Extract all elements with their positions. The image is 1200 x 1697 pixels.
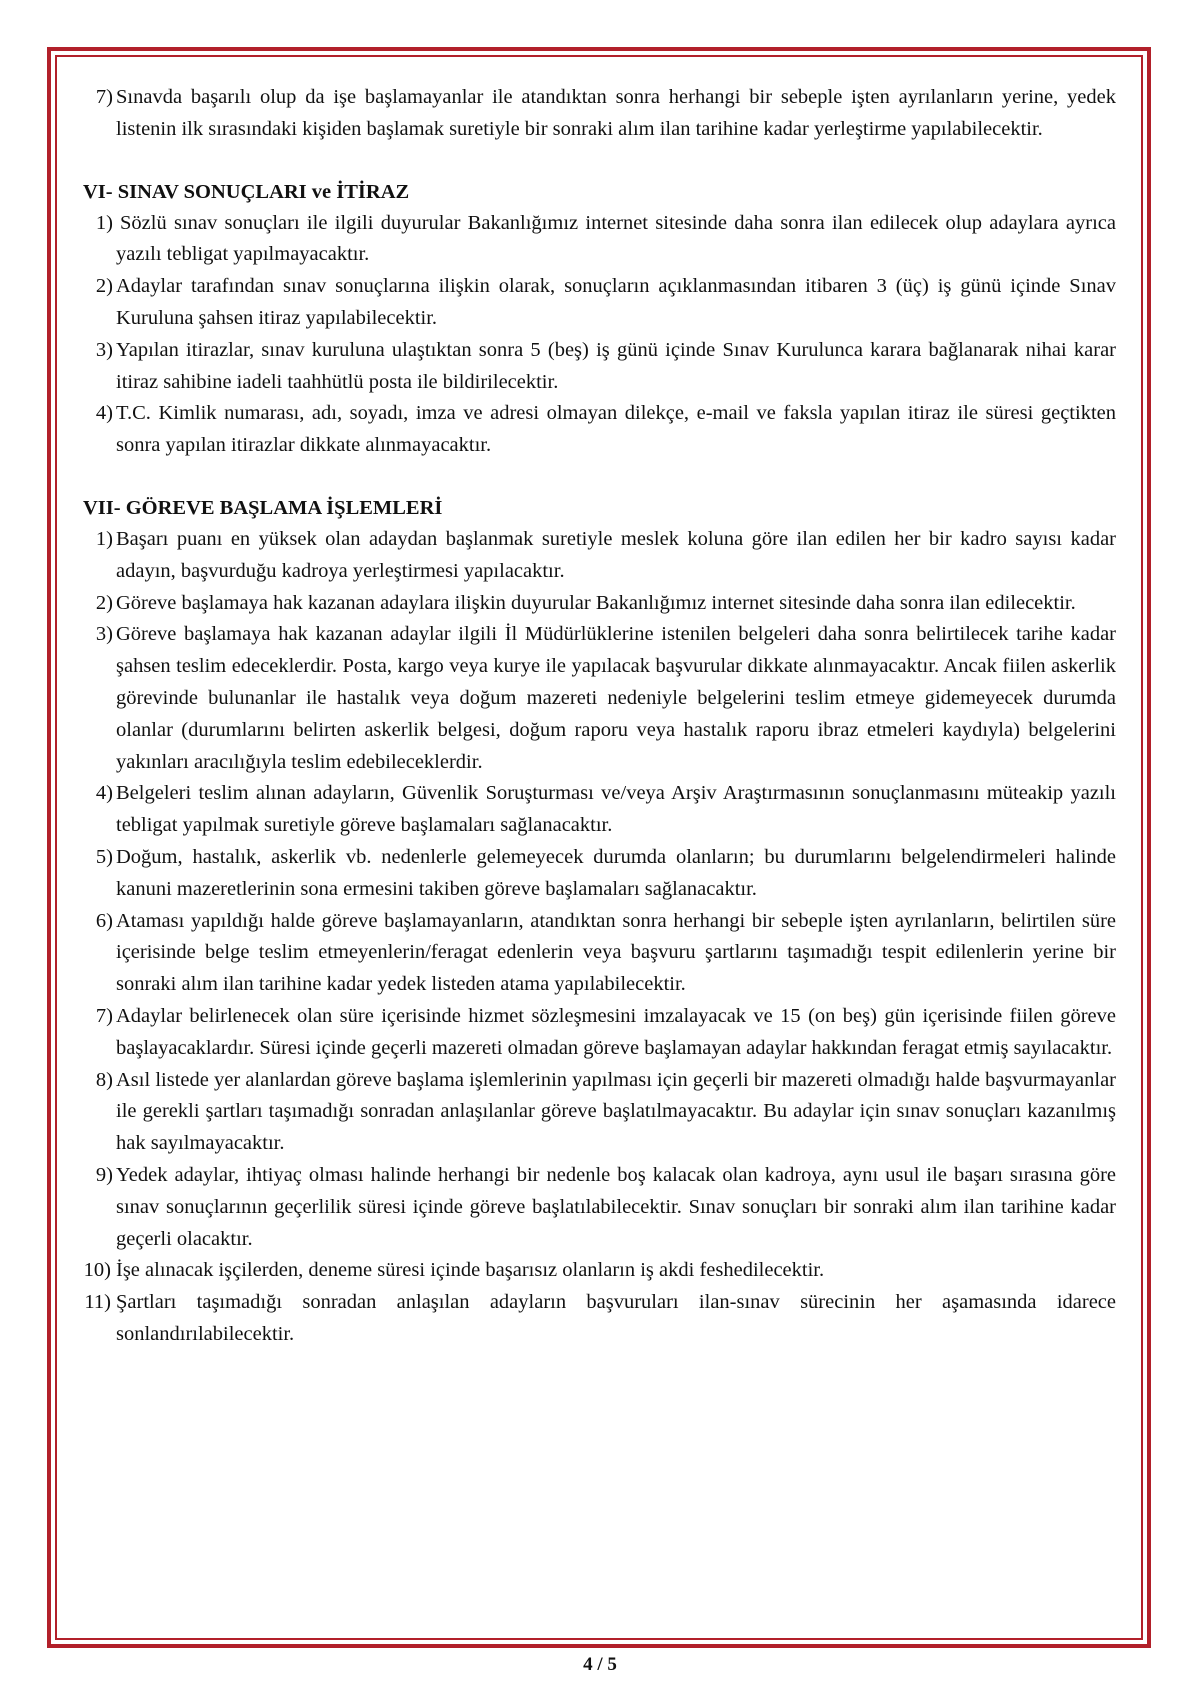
list-item xyxy=(83,778,1116,842)
list-item xyxy=(83,619,1116,778)
section-heading-vi: VI- SINAV SONUÇLARI ve İTİRAZ xyxy=(83,180,410,203)
item-text: Başarı puanı en yüksek olan adaydan başlanmak suretiyle meslek koluna göre ilan edilen her bir kadro sayısı kadar adayın, başvurduğu kadroya yerleştirmesi yapılacaktır. xyxy=(116,527,1116,582)
list-item xyxy=(83,524,1116,588)
item-number: 4) xyxy=(95,402,113,425)
item-text: Yedek adaylar, ihtiyaç olması halinde herhangi bir nedenle boş kalacak olan kadroya, aynı usul ile başarı sırasına göre sınav sonuçlarının geçerlilik süresi içinde göreve başlatılabilecektir. Sınav sonuçları bir sonraki alım ilan tarihine kadar geçerli olacaktır. xyxy=(116,1163,1116,1250)
list-item xyxy=(83,398,1116,462)
list-item xyxy=(83,588,1116,620)
list-item xyxy=(83,208,1116,272)
item-text: Belgeleri teslim alınan adayların, Güvenlik Soruşturması ve/veya Arşiv Araştırmasının sonuçlanmasını müteakip yazılı tebligat yapılmak suretiyle göreve başlamaları sağlanacaktır. xyxy=(116,782,1116,837)
list-item xyxy=(83,1065,1116,1160)
item-text: Adaylar belirlenecek olan süre içerisinde hizmet sözleşmesini imzalayacak ve 15 (on beş) gün içerisinde fiilen göreve başlayacaklardır. Süresi içinde geçerli mazereti olmadan göreve başlamayan adaylar hakkından feragat etmiş sayılacaktır. xyxy=(116,1004,1116,1059)
list-item xyxy=(83,82,1116,146)
item-text: Yapılan itirazlar, sınav kuruluna ulaştıktan sonra 5 (beş) iş günü içinde Sınav Kurulunca karara bağlanarak nihai karar itiraz sahibine iadeli taahhütlü posta ile bildirilecektir. xyxy=(116,338,1116,393)
item-number: 3) xyxy=(95,623,113,646)
item-text: Doğum, hastalık, askerlik vb. nedenlerle gelemeyecek durumda olanların; bu durumlarını belgelendirmeleri halinde kanuni mazeretlerinin sona ermesini takiben göreve başlamaları sağlanacaktır. xyxy=(116,845,1116,900)
list-item xyxy=(83,1001,1116,1065)
item-text: Asıl listede yer alanlardan göreve başlama işlemlerinin yapılması için geçerli bir mazereti olmadığı halde başvurmayanlar ile gerekli şartları taşımadığı sonradan anlaşılanlar göreve başlatılmayacaktır. Bu adaylar için sınav sonuçları kazanılmış hak sayılmayacaktır. xyxy=(116,1068,1116,1155)
item-text: Sınavda başarılı olup da işe başlamayanlar ile atandıktan sonra herhangi bir sebeple işten ayrılanların yerine, yedek listenin ilk sırasındaki kişiden başlamak suretiyle bir sonraki alım ilan tarihine kadar yerleştirme yapılabilecektir. xyxy=(116,86,1116,140)
item-number: 4) xyxy=(95,782,113,805)
item-text: Şartları taşımadığı sonradan anlaşılan adayların başvuruları ilan-sınav sürecinin her aşamasında idarece sonlandırılabilecektir. xyxy=(116,1291,1116,1345)
item-text: İşe alınacak işçilerden, deneme süresi içinde başarısız olanların iş akdi feshedilecektir. xyxy=(116,1259,825,1282)
section-heading-vii: VII- GÖREVE BAŞLAMA İŞLEMLERİ xyxy=(83,496,443,519)
list-item xyxy=(83,906,1116,1001)
item-number: 1) xyxy=(95,527,113,550)
item-number: 3) xyxy=(95,338,113,361)
item-text: Ataması yapıldığı halde göreve başlamayanların, atandıktan sonra herhangi bir sebeple işten ayrılanların, belirtilen süre içerisinde belge teslim etmeyenlerin/feragat edenlerin veya başvuru şartlarını taşımadığı tespit edilenlerin yerine bir sonraki alım ilan tarihine kadar yedek listeden atama yapılabilecektir. xyxy=(116,909,1116,996)
item-number: 1) xyxy=(95,211,113,234)
item-number: 9) xyxy=(95,1163,113,1186)
item-number: 11) xyxy=(84,1291,111,1314)
item-number: 10) xyxy=(83,1259,111,1282)
item-number: 7) xyxy=(95,1004,113,1027)
item-number: 7) xyxy=(95,86,113,108)
item-text: T.C. Kimlik numarası, adı, soyadı, imza ve adresi olmayan dilekçe, e-mail ve faksla yapılan itiraz ile süresi geçtikten sonra yapılan itirazlar dikkate alınmayacaktır. xyxy=(116,402,1116,457)
list-item xyxy=(83,1160,1116,1255)
item-text: Adaylar tarafından sınav sonuçlarına ilişkin olarak, sonuçların açıklanmasından itibaren 3 (üç) iş günü içinde Sınav Kuruluna şahsen itiraz yapılabilecektir. xyxy=(116,275,1116,329)
page-number: 4 / 5 xyxy=(583,1654,617,1675)
list-item xyxy=(83,335,1116,399)
document-body xyxy=(83,82,1116,1351)
list-item xyxy=(83,271,1116,335)
list-item xyxy=(83,842,1116,906)
item-number: 6) xyxy=(95,909,113,932)
list-item xyxy=(83,1287,1116,1351)
item-text: Göreve başlamaya hak kazanan adaylara ilişkin duyurular Bakanlığımız internet sitesinde daha sonra ilan edilecektir. xyxy=(116,591,1076,614)
item-number: 5) xyxy=(95,845,113,868)
item-number: 2) xyxy=(95,591,113,614)
item-number: 2) xyxy=(95,275,113,298)
item-text: Sözlü sınav sonuçları ile ilgili duyurular Bakanlığımız internet sitesinde daha sonra ilan edilecek olup adaylara ayrıca yazılı tebligat yapılmayacaktır. xyxy=(116,211,1116,266)
item-text: Göreve başlamaya hak kazanan adaylar ilgili İl Müdürlüklerine istenilen belgeleri daha sonra belirtilecek tarihe kadar şahsen teslim edeceklerdir. Posta, kargo veya kurye ile yapılacak başvurular dikkate alınmayacaktır. Ancak fiilen askerlik görevinde bulunanlar ile hastalık veya doğum mazereti nedeniyle belgelerini teslim etmeye gidemeyecek durumda olanlar (durumlarını belirten askerlik belgesi, doğum raporu veya hastalık raporu ibraz etmeleri kaydıyla) belgelerini yakınları aracılığıyla teslim edebileceklerdir. xyxy=(116,623,1116,773)
list-item xyxy=(83,1255,1116,1287)
item-number: 8) xyxy=(95,1068,113,1091)
